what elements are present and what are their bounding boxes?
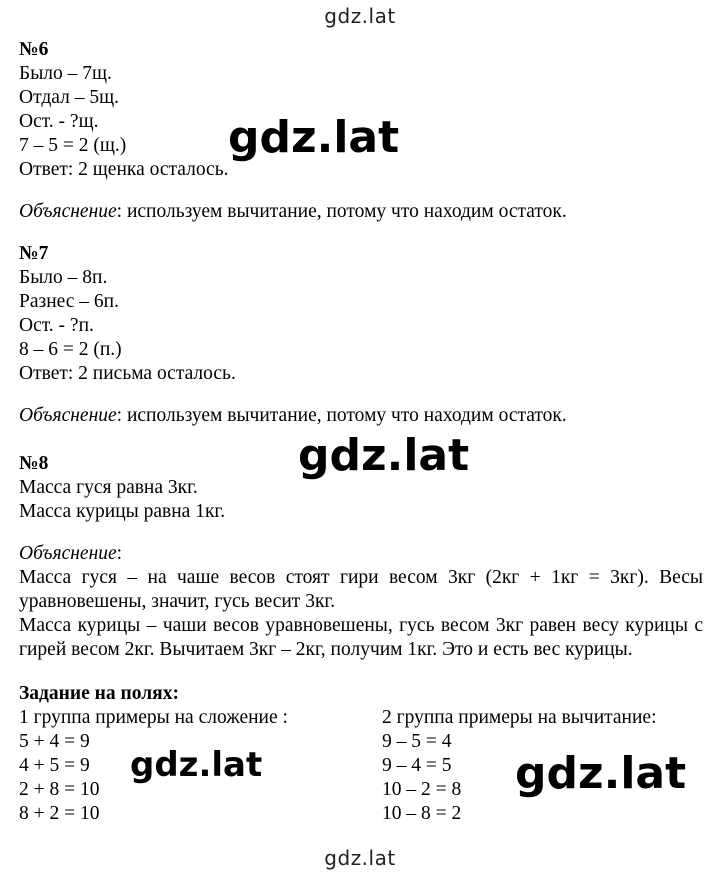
task8-number: №8 [19,453,49,474]
task7-explanation [19,404,567,428]
group2-example: 9 – 4 = 5 [382,755,452,776]
watermark-bottom: gdz.lat [324,846,396,870]
task6-explanation [19,200,567,224]
task6-line: 7 – 5 = 2 (щ.) [19,135,127,156]
explanation-colon: : [116,543,123,564]
group2-example: 10 – 2 = 8 [382,779,462,800]
group1-example: 5 + 4 = 9 [19,731,90,752]
explanation-text: : используем вычитание, потому что находим остаток. [116,405,567,426]
task6-number: №6 [19,39,49,60]
task6-answer: Ответ: 2 щенка осталось. [19,159,229,180]
task7-answer: Ответ: 2 письма осталось. [19,363,236,384]
group1-example: 2 + 8 = 10 [19,779,100,800]
group1-example: 4 + 5 = 9 [19,755,90,776]
watermark-large-4: gdz.lat [515,748,687,799]
explanation-label: Объяснение [19,543,117,564]
group2-heading: 2 группа примеры на вычитание: [382,707,657,728]
explanation-label: Объяснение [19,405,117,426]
watermark-large-3: gdz.lat [130,745,263,785]
explanation-text: : используем вычитание, потому что находим остаток. [116,201,567,222]
watermark-top: gdz.lat [324,4,396,28]
group1-example: 8 + 2 = 10 [19,803,100,824]
task6-line: Ост. - ?щ. [19,111,99,132]
task6-line: Было – 7щ. [19,63,112,84]
task7-line: 8 – 6 = 2 (п.) [19,339,122,360]
task7-line: Было – 8п. [19,267,108,288]
task7-number: №7 [19,243,49,264]
task8-explanation-paragraph: Масса курицы – чаши весов уравновешены, гусь весом 3кг равен весу курицы с гирей весом 2кг. Вычитаем 3кг – 2кг, получим 1кг. Это и есть вес курицы. [19,615,703,660]
task6-line: Отдал – 5щ. [19,87,119,108]
task7-line: Разнес – 6п. [19,291,119,312]
task7-line: Ост. - ?п. [19,315,94,336]
margin-task-title: Задание на полях: [19,683,179,704]
watermark-large-2: gdz.lat [298,430,470,481]
group2-example: 10 – 8 = 2 [382,803,462,824]
task8-line: Масса курицы равна 1кг. [19,501,226,522]
explanation-label: Объяснение [19,201,117,222]
task8-explanation-heading [19,542,122,566]
task8-line: Масса гуся равна 3кг. [19,477,198,498]
group1-heading: 1 группа примеры на сложение : [19,707,288,728]
watermark-large-1: gdz.lat [228,112,400,163]
task8-explanation-paragraph: Масса гуся – на чаше весов стоят гири весом 3кг (2кг + 1кг = 3кг). Весы уравновешены, значит, гусь весит 3кг. [19,567,703,612]
group2-example: 9 – 5 = 4 [382,731,452,752]
